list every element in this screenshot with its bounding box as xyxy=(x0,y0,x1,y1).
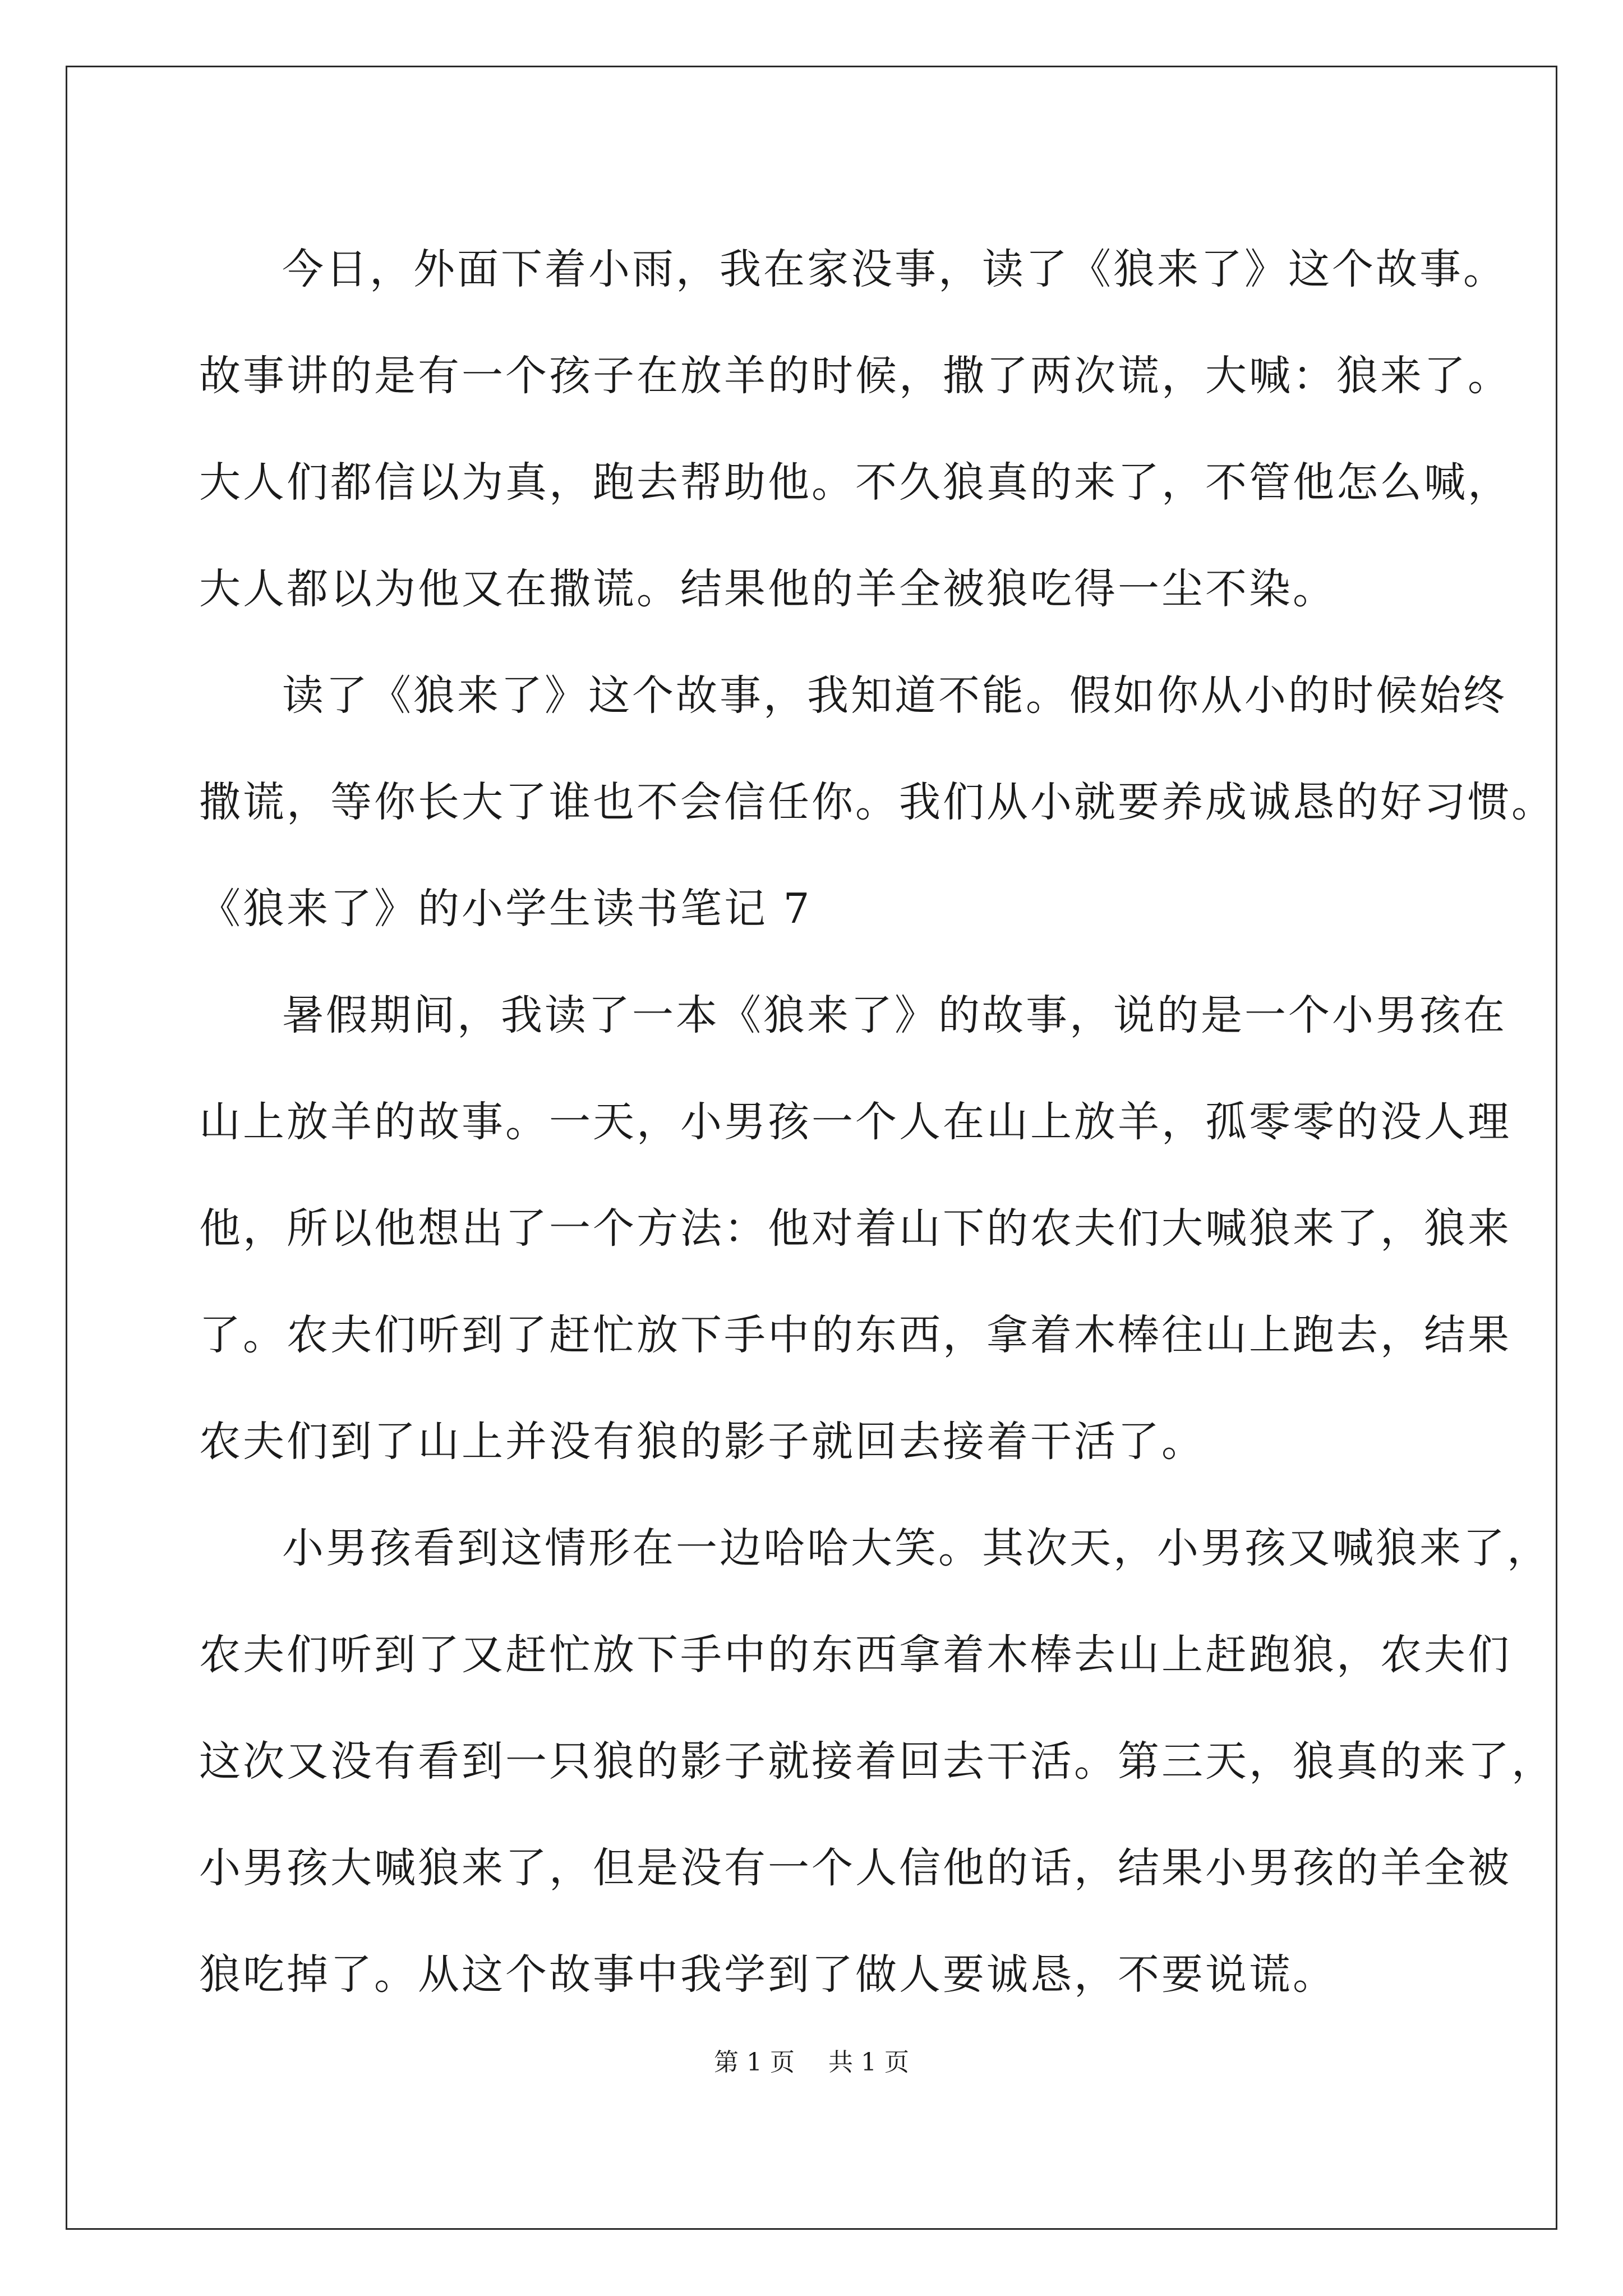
page-number: 第 1 页 xyxy=(714,2048,795,2077)
text-line: 农夫们听到了又赶忙放下手中的东西拿着木棒去山上赶跑狼，农夫们 xyxy=(199,1631,1511,1679)
text-line: 小男孩大喊狼来了，但是没有一个人信他的话，结果小男孩的羊全被 xyxy=(199,1844,1511,1892)
text-line: 撒谎，等你长大了谁也不会信任你。我们从小就要养成诚恳的好习惯。 xyxy=(199,778,1555,826)
text-line: 大人都以为他又在撒谎。结果他的羊全被狼吃得一尘不染。 xyxy=(199,565,1336,613)
text-line: 故事讲的是有一个孩子在放羊的时候，撒了两次谎，大喊：狼来了。 xyxy=(199,352,1511,400)
text-line: 了。农夫们听到了赶忙放下手中的东西，拿着木棒往山上跑去，结果 xyxy=(199,1311,1511,1359)
text-line: 农夫们到了山上并没有狼的影子就回去接着干活了。 xyxy=(199,1418,1205,1466)
text-line: 他，所以他想出了一个方法：他对着山下的农夫们大喊狼来了，狼来 xyxy=(199,1204,1511,1253)
text-line: 大人们都信以为真，跑去帮助他。不久狼真的来了，不管他怎么喊， xyxy=(199,458,1511,507)
text-line: 小男孩看到这情形在一边哈哈大笑。其次天，小男孩又喊狼来了， xyxy=(282,1524,1551,1572)
text-line: 山上放羊的故事。一天，小男孩一个人在山上放羊，孤零零的没人理 xyxy=(199,1098,1511,1146)
document-body xyxy=(199,216,1555,2028)
page-footer xyxy=(0,2042,1623,2078)
section-heading: 《狼来了》的小学生读书笔记 7 xyxy=(199,885,812,933)
text-line: 今日，外面下着小雨，我在家没事，读了《狼来了》这个故事。 xyxy=(282,245,1507,293)
page-total: 共 1 页 xyxy=(828,2048,909,2077)
text-line: 读了《狼来了》这个故事，我知道不能。假如你从小的时候始终 xyxy=(282,671,1507,720)
text-line: 狼吃掉了。从这个故事中我学到了做人要诚恳，不要说谎。 xyxy=(199,1950,1336,1999)
text-line: 暑假期间，我读了一本《狼来了》的故事，说的是一个小男孩在 xyxy=(282,991,1507,1039)
text-line: 这次又没有看到一只狼的影子就接着回去干活。第三天，狼真的来了， xyxy=(199,1737,1555,1786)
